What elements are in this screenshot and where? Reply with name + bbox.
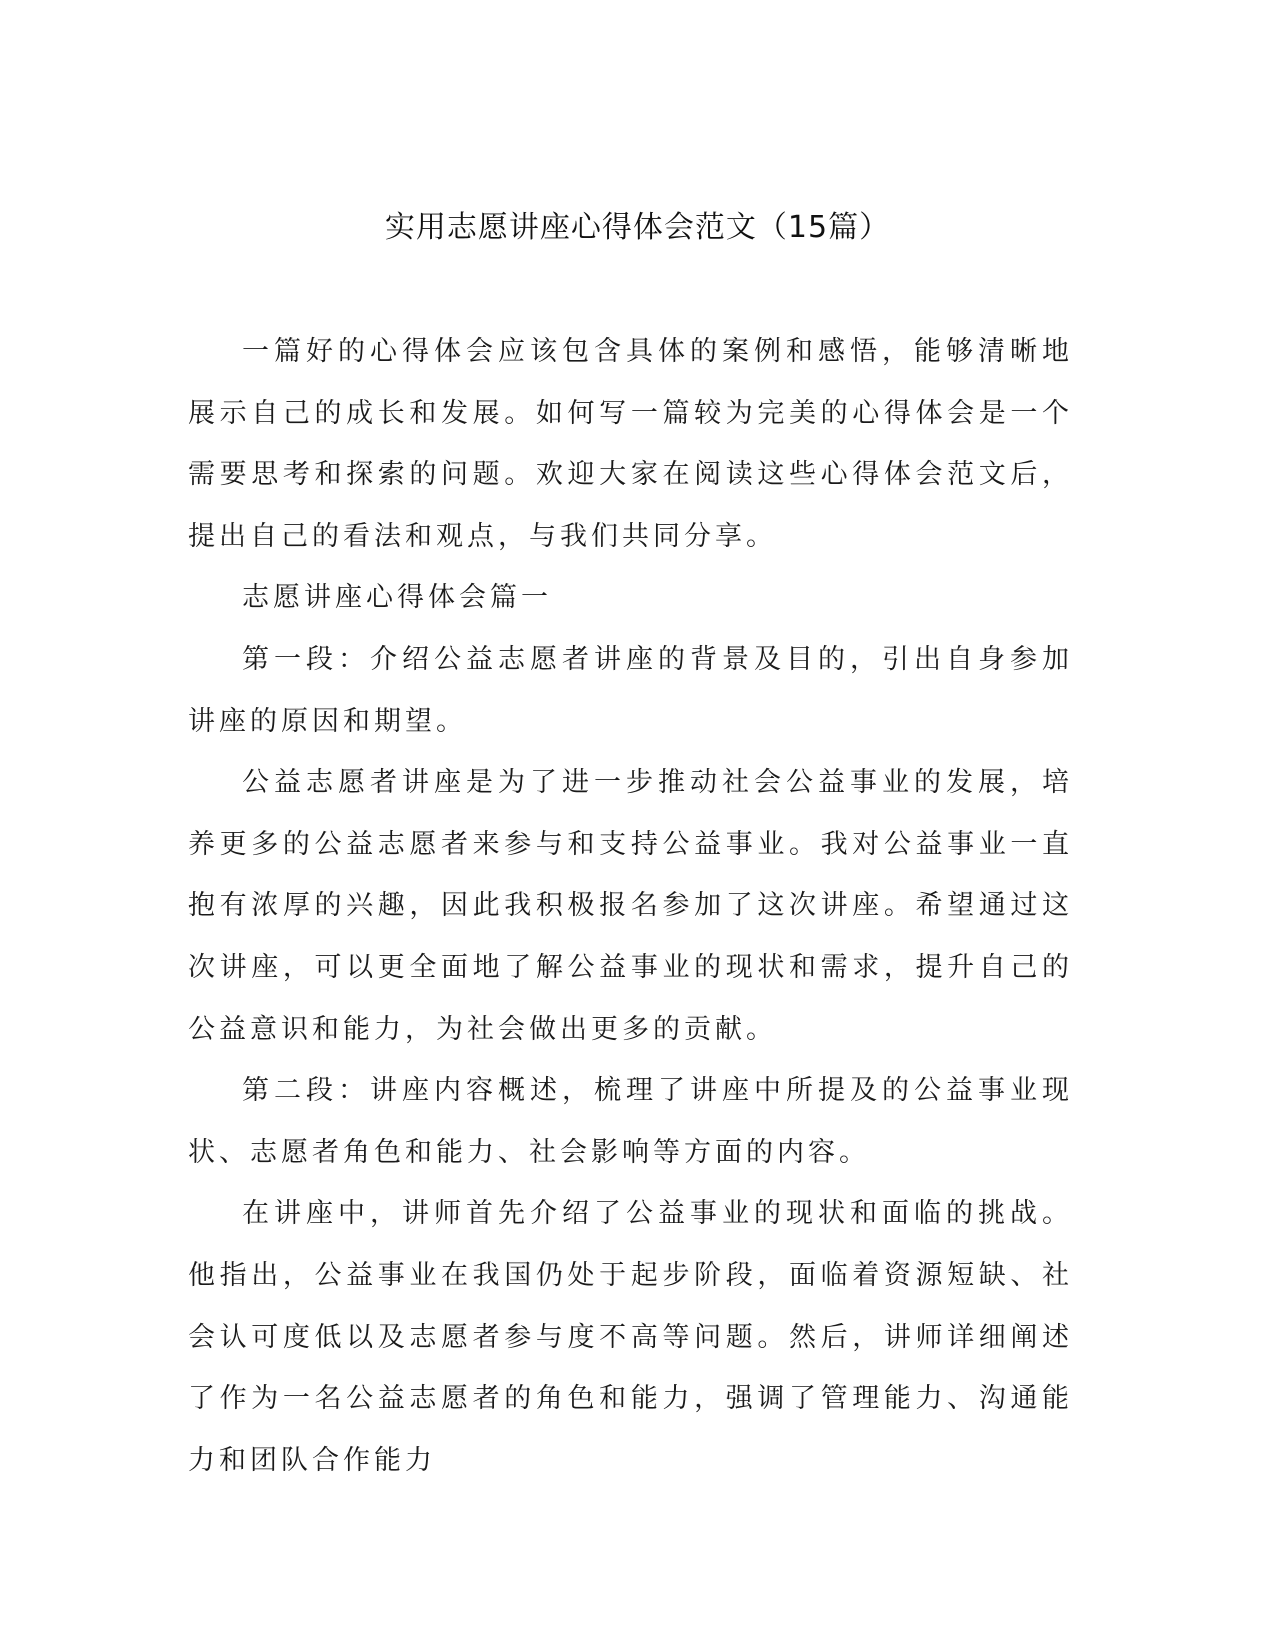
paragraph-1-body: 公益志愿者讲座是为了进一步推动社会公益事业的发展，培养更多的公益志愿者来参与和支持公益事业。我对公益事业一直抱有浓厚的兴趣，因此我积极报名参加了这次讲座。希望通过这次讲座，可以更全面地了解公益事业的现状和需求，提升自己的公益意识和能力，为社会做出更多的贡献。 [188,767,1073,1045]
paragraph-2-body: 在讲座中，讲师首先介绍了公益事业的现状和面临的挑战。他指出，公益事业在我国仍处于起步阶段，面临着资源短缺、社会认可度低以及志愿者参与度不高等问题。然后，讲师详细阐述了作为一名公益志愿者的角色和能力，强调了管理能力、沟通能力和团队合作能力 [188,1198,1073,1476]
document-title: 实用志愿讲座心得体会范文（15篇） [384,210,891,245]
section-heading: 志愿讲座心得体会篇一 [242,582,552,614]
paragraph-2-heading: 第二段：讲座内容概述，梳理了讲座中所提及的公益事业现状、志愿者角色和能力、社会影响等方面的内容。 [188,1075,1073,1168]
intro-paragraph: 一篇好的心得体会应该包含具体的案例和感悟，能够清晰地展示自己的成长和发展。如何写一篇较为完美的心得体会是一个需要思考和探索的问题。欢迎大家在阅读这些心得体会范文后，提出自己的看法和观点，与我们共同分享。 [188,336,1073,552]
document-body [188,321,1073,1491]
paragraph-1-heading: 第一段：介绍公益志愿者讲座的背景及目的，引出自身参加讲座的原因和期望。 [188,643,1073,737]
